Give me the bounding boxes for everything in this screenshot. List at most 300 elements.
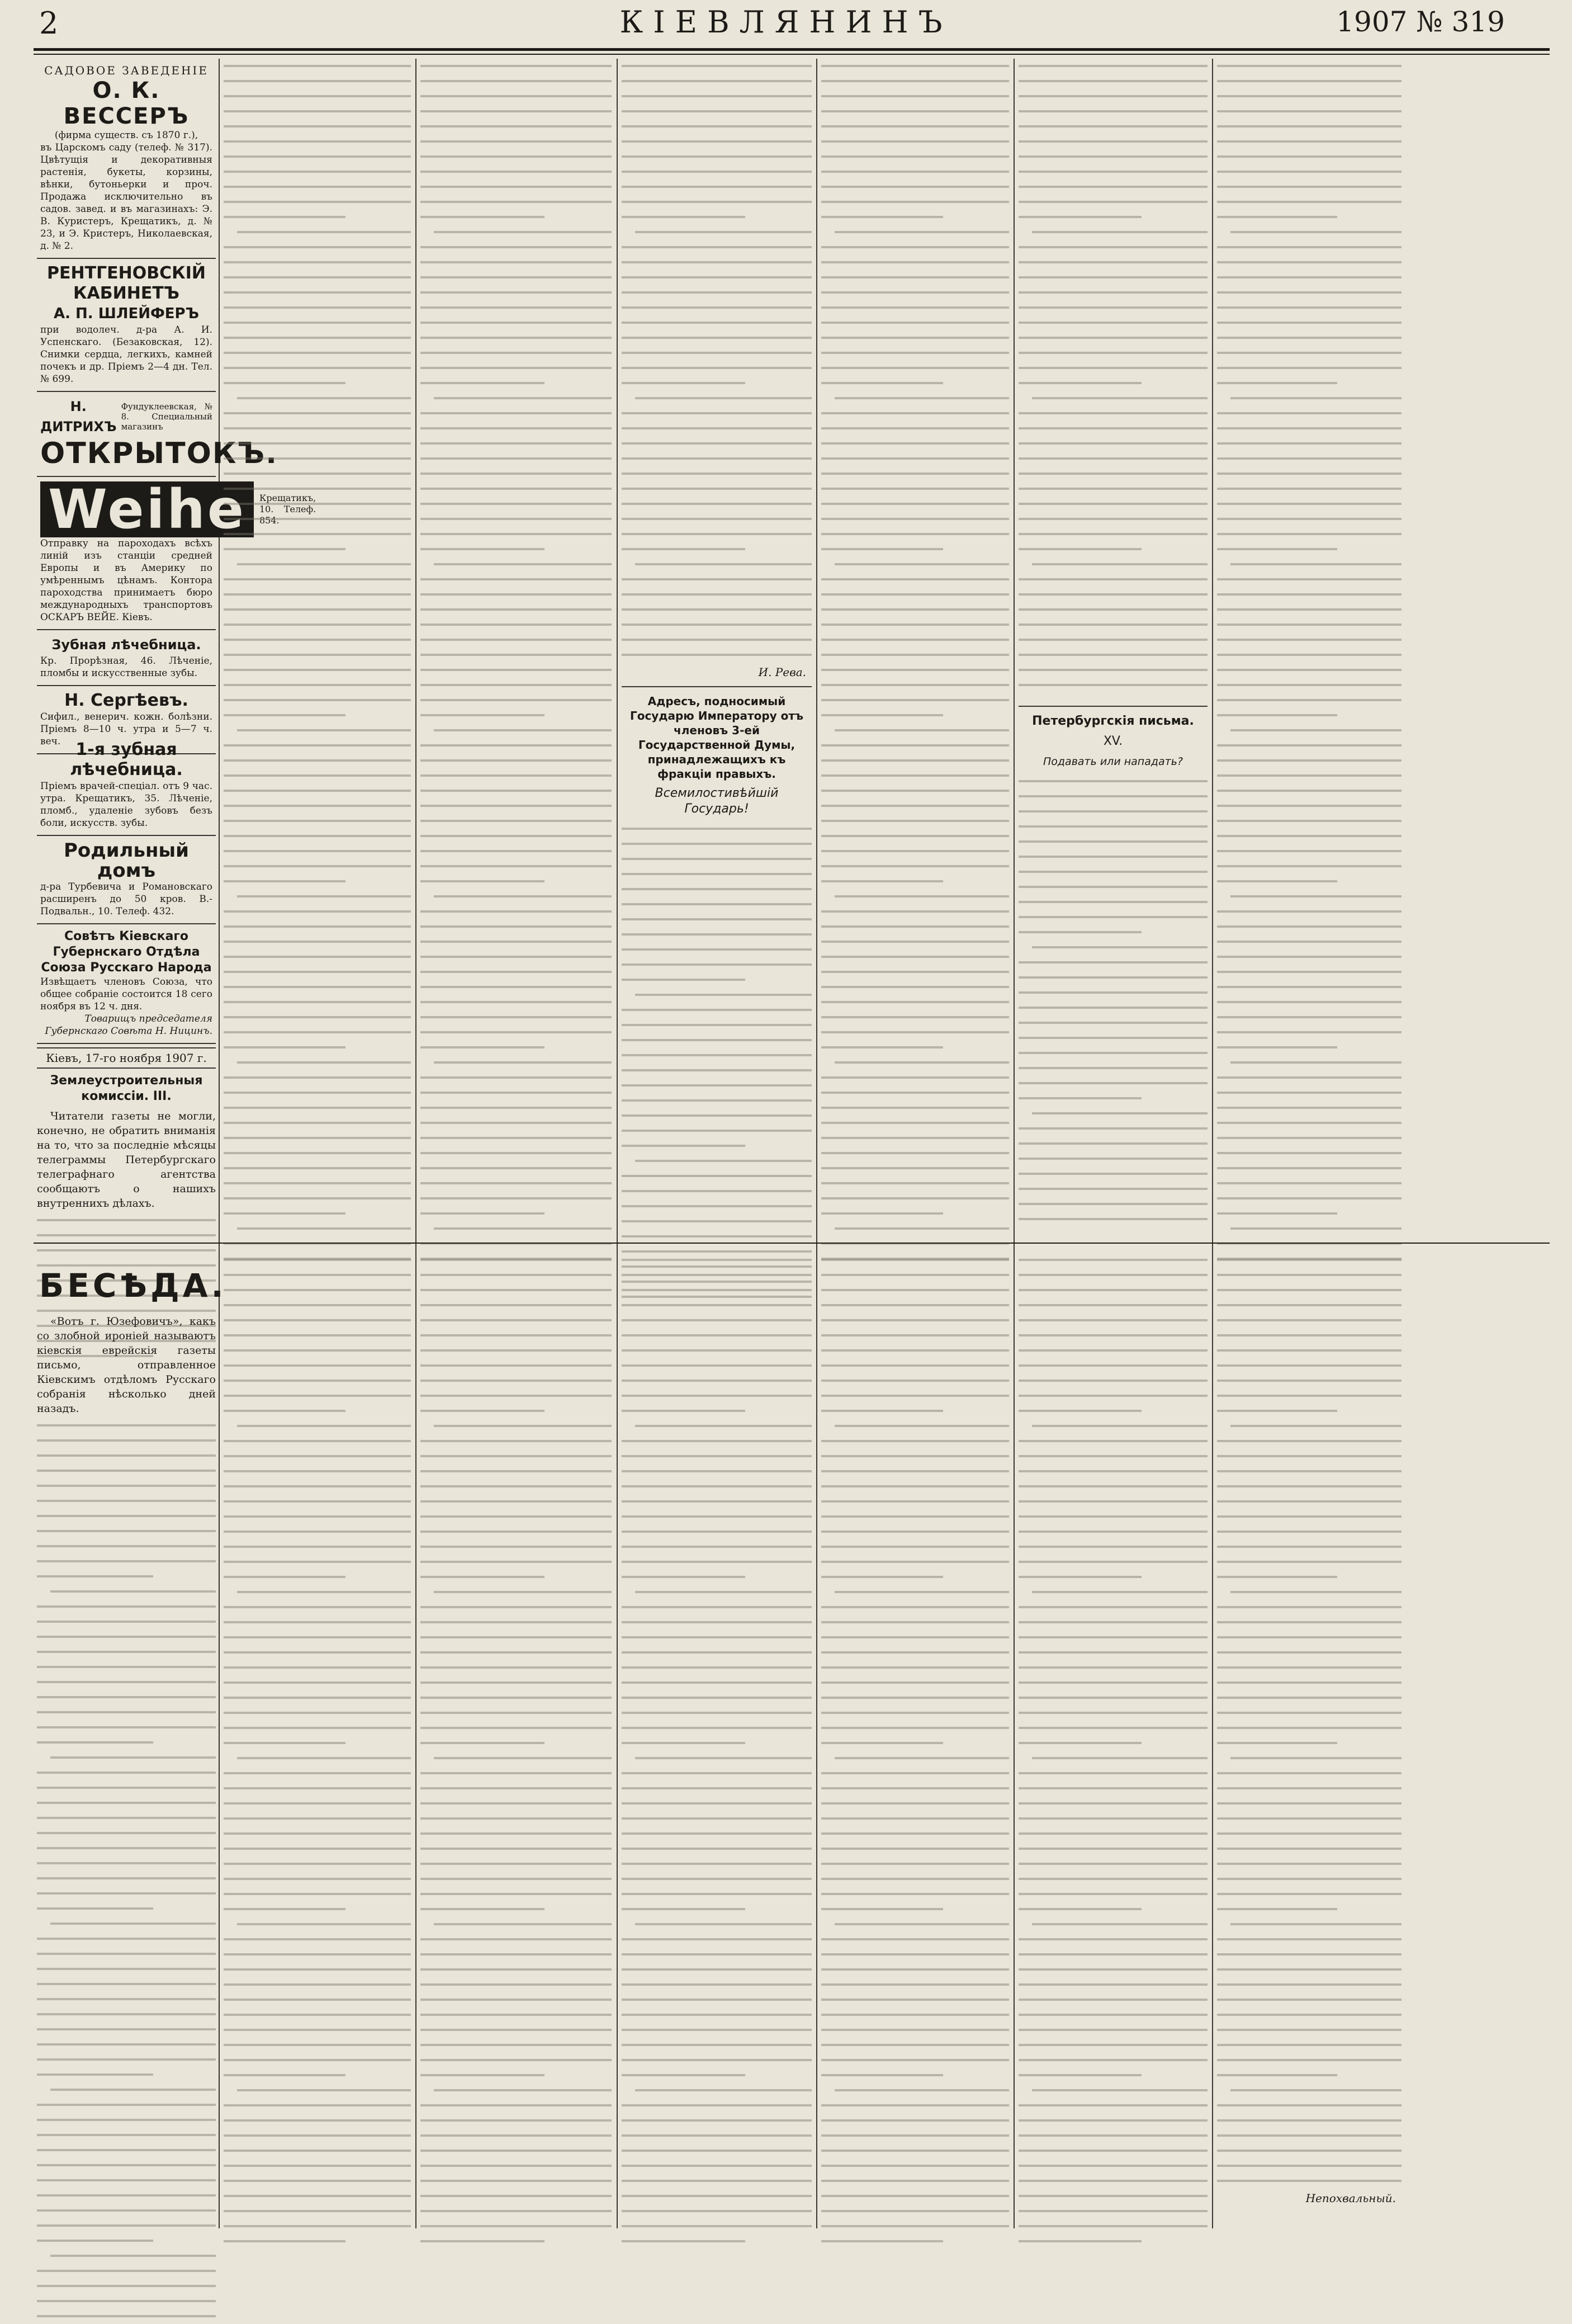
text-line [1217,1161,1401,1176]
text-line [821,1343,1009,1358]
text-line [622,1555,812,1570]
text-line [224,1373,411,1388]
text-line [1217,1826,1401,1841]
text-line [420,1221,612,1236]
text-line [821,1373,1009,1388]
text-line [622,1524,812,1539]
text-line [1217,723,1401,738]
text-line [622,557,812,572]
text-line [1019,1751,1208,1766]
text-line [420,874,612,889]
text-line [821,1268,1009,1283]
text-line [224,1690,411,1706]
beseda-column-6 [1019,1253,1208,2220]
text-line [1217,210,1401,225]
beseda-column-2 [224,1253,411,2220]
text-line [821,497,1009,512]
text-line [224,874,411,889]
ad-text: Кр. Прорѣзная, 46. Лѣченіе, пломбы и искусственные зубы. [40,655,212,679]
text-line [1217,1116,1401,1131]
text-line [821,1191,1009,1206]
text-line [224,1555,411,1570]
text-line [1217,768,1401,783]
text-line [1019,1494,1208,1509]
text-line [622,270,812,285]
text-line [1217,1585,1401,1600]
text-line [622,2038,812,2053]
text-line [821,1539,1009,1555]
text-line [420,753,612,768]
text-line [1019,1212,1208,1227]
text-line [622,1313,812,1328]
text-line [1217,436,1401,451]
address-title: Адресъ, подносимый Государю Императору отъ членовъ 3-ей Государственной Думы, принадлежащихъ къ фракціи правыхъ. [629,695,804,781]
text-line [224,1085,411,1100]
text-line [622,1298,812,1313]
ad-title: Зубная лѣчебница. [51,637,201,653]
text-line [821,678,1009,693]
text-line [1217,1690,1401,1706]
text-line [1217,919,1401,934]
text-line [224,1343,411,1358]
text-line [1217,1343,1401,1358]
text-line [1217,421,1401,436]
text-line [821,2083,1009,2098]
text-line [224,1902,411,1917]
text-line [224,965,411,980]
text-line [224,255,411,270]
text-line [224,104,411,119]
text-line [1019,678,1208,693]
text-line [420,2143,612,2158]
text-line [622,1078,812,1093]
text-line [420,663,612,678]
text-line [622,1184,812,1199]
text-line [622,1154,812,1169]
text-line [224,1509,411,1524]
text-line [1019,2234,1208,2249]
text-line [37,2037,216,2052]
text-line [1217,406,1401,421]
column-divider [415,59,416,2228]
text-line [821,1826,1009,1841]
ad-name: Н. Сергѣевъ. [64,691,188,710]
text-line [37,1524,216,1539]
text-line [224,1811,411,1826]
text-line [821,1116,1009,1131]
text-line [622,2098,812,2113]
text-line [420,1298,612,1313]
article-lead: Читатели газеты не могли, конечно, не обратить вниманія на то, что за последніе мѣсяцы телеграммы Петербургскаго телеграфнаго агентства сообщаютъ о нашихъ внутреннихъ дѣлахъ. [37,1110,216,1210]
column-divider [219,59,220,2228]
text-line [1217,1419,1401,1434]
text-line [1019,1796,1208,1811]
text-line [1019,1404,1208,1419]
text-line [1019,497,1208,512]
text-line [821,1841,1009,1857]
text-line [821,1358,1009,1373]
ad-text: въ Царскомъ саду (телеф. № 317). Цвѣтущія и декоративныя растенія, букеты, корзины, вѣнки, бутоньерки и проч. Продажа исключительно въ садов. завед. и въ магазинахъ: Э. В. Куристеръ, Крещатикъ, д. № 23, и Э. Кристеръ, Николаевская, д. № 2. [40,142,212,252]
text-line [1019,346,1208,361]
text-line [622,2219,812,2234]
text-line [37,1977,216,1992]
text-line [821,1947,1009,1962]
text-line [224,1040,411,1055]
text-line [821,1887,1009,1902]
text-line [821,2204,1009,2219]
text-line [420,678,612,693]
text-line [224,602,411,617]
text-line [420,1373,612,1388]
text-line [821,315,1009,330]
text-line [1019,1645,1208,1660]
text-line [1019,300,1208,315]
text-line [1217,2098,1401,2113]
text-line [37,1886,216,1901]
text-line [1019,1328,1208,1343]
article-text [1217,59,1401,1267]
text-line [224,1161,411,1176]
ad-maternity [37,836,216,924]
text-line [420,74,612,89]
text-line [224,814,411,829]
text-line [224,1736,411,1751]
text-line [821,572,1009,587]
text-line [1019,466,1208,481]
text-line [821,1176,1009,1191]
text-line [821,889,1009,904]
text-line [821,648,1009,663]
text-line [1217,1268,1401,1283]
text-line [821,1494,1009,1509]
text-line [420,421,612,436]
text-line [1019,225,1208,240]
text-line [1019,849,1208,865]
text-line [622,1781,812,1796]
text-line [1217,1630,1401,1645]
text-line [622,1358,812,1373]
text-line [622,1690,812,1706]
text-line [224,59,411,74]
text-line [1019,1509,1208,1524]
text-line [224,934,411,950]
text-line [622,1811,812,1826]
text-line [1217,1977,1401,1992]
text-line [622,1169,812,1184]
text-line [224,285,411,300]
article-column-4 [622,59,812,679]
text-line [224,1977,411,1992]
text-line [1019,1630,1208,1645]
text-line [1019,1841,1208,1857]
text-line [1019,2053,1208,2068]
text-line [37,1690,216,1705]
text-line [821,814,1009,829]
text-line [224,451,411,466]
text-line [224,980,411,995]
text-line [1019,804,1208,819]
text-line [1217,1796,1401,1811]
article-text [622,821,812,1305]
text-line [1217,361,1401,376]
ads-column-lower [37,735,216,1210]
text-line [1019,134,1208,149]
text-line [1217,195,1401,210]
text-line [622,1826,812,1841]
text-line [622,617,812,632]
text-line [1019,2098,1208,2113]
text-line [224,134,411,149]
text-line [37,1509,216,1524]
text-line [1019,970,1208,985]
text-line [224,330,411,346]
text-line [622,225,812,240]
text-line [1019,1962,1208,1977]
text-line [420,814,612,829]
text-line [1217,2143,1401,2158]
text-line [821,859,1009,874]
text-line [821,330,1009,346]
text-line [821,1660,1009,1675]
text-line [224,240,411,255]
text-line [1019,1388,1208,1404]
column-divider [816,59,817,2228]
text-line [622,255,812,270]
text-line [622,376,812,391]
text-line [420,285,612,300]
text-line [821,119,1009,134]
text-line [1019,1419,1208,1434]
text-line [224,753,411,768]
text-line [224,1675,411,1690]
beseda-column-3 [420,1253,612,2220]
text-line [37,2113,216,2128]
text-line [1217,889,1401,904]
ad-sign: Товарищъ председателя Губернскаго Совѣта Н. Ницинъ. [45,1013,212,1037]
text-line [622,1229,812,1244]
text-line [224,1176,411,1191]
text-line [1217,1176,1401,1191]
text-line [420,799,612,814]
text-line [1019,1061,1208,1076]
text-line [420,1070,612,1085]
text-line [1019,1706,1208,1721]
text-line [224,225,411,240]
ad-founded: (фирма существ. съ 1870 г.), [54,130,198,141]
text-line [1217,2053,1401,2068]
text-line [622,1736,812,1751]
issue-number: 1907 № 319 [1336,6,1505,38]
text-line [622,632,812,648]
text-line [224,1313,411,1328]
text-line [622,821,812,837]
article-column-2 [224,59,411,1233]
text-line [420,1992,612,2007]
text-line [1019,985,1208,1000]
text-line [420,1570,612,1585]
ad-dental1 [37,735,216,836]
text-line [224,542,411,557]
text-line [1019,2174,1208,2189]
text-line [821,2174,1009,2189]
text-line [622,180,812,195]
text-line [420,1434,612,1449]
text-line [821,2053,1009,2068]
text-line [622,1479,812,1494]
text-line [821,1857,1009,1872]
text-line [622,421,812,436]
text-line [224,1660,411,1675]
text-line [1019,602,1208,617]
article-text [37,1418,216,2324]
text-line [821,1146,1009,1161]
ad-text: Отправку на пароходахъ всѣхъ линій изъ станціи средней Европы и въ Америку по умѣреннымъ цѣнамъ. Контора пароходства принимаетъ бюро международныхъ транспортовъ ОСКАРЪ ВЕЙЕ. Кіевъ. [40,538,212,623]
text-line [37,1931,216,1947]
text-line [1019,1872,1208,1887]
text-line [622,1404,812,1419]
text-line [224,74,411,89]
text-line [224,1025,411,1040]
text-line [821,59,1009,74]
text-line [622,2113,812,2128]
text-line [224,1221,411,1236]
text-line [224,1283,411,1298]
text-line [821,195,1009,210]
text-line [1019,1479,1208,1494]
text-line [224,421,411,436]
text-line [1019,1015,1208,1031]
text-line [622,1585,812,1600]
text-line [821,527,1009,542]
text-line [420,2234,612,2249]
text-line [821,1962,1009,1977]
text-line [224,2219,411,2234]
text-line [224,799,411,814]
text-line [1217,1358,1401,1373]
weihe-logo: Weihe [40,481,254,537]
text-line [622,195,812,210]
text-line [420,1751,612,1766]
beseda-column-7 [1217,1253,1401,2220]
text-line [1019,1343,1208,1358]
text-line [1019,2083,1208,2098]
text-line [1217,1872,1401,1887]
text-line [224,648,411,663]
text-line [420,617,612,632]
text-line [821,1932,1009,1947]
text-line [37,1448,216,1463]
text-line [224,995,411,1010]
text-line [1217,1221,1401,1236]
text-line [1019,572,1208,587]
ad-ditrikh [37,392,278,477]
text-line [821,300,1009,315]
text-line [1019,1660,1208,1675]
text-line [37,2067,216,2082]
text-line [420,829,612,844]
text-line [1217,481,1401,497]
text-line [37,1901,216,1916]
text-line [622,957,812,972]
text-line [1217,1524,1401,1539]
text-line [622,134,812,149]
text-line [1217,1236,1401,1251]
text-line [622,1033,812,1048]
text-line [1019,376,1208,391]
text-line [821,1917,1009,1932]
ad-title: Совѣтъ Кіевскаго Губернскаго Отдѣла Союза Русскаго Народа [41,929,212,975]
text-line [1019,1932,1208,1947]
text-line [420,512,612,527]
text-line [420,376,612,391]
text-line [420,497,612,512]
text-line [420,1313,612,1328]
text-line [1019,1000,1208,1015]
text-line [821,1736,1009,1751]
text-line [622,927,812,942]
text-line [622,89,812,104]
text-line [622,852,812,867]
text-line [821,270,1009,285]
text-line [37,2233,216,2249]
text-line [1217,2007,1401,2023]
text-line [420,2068,612,2083]
text-line [37,1675,216,1690]
beseda-title: БЕСѢДА. [39,1267,227,1305]
text-line [1019,834,1208,849]
text-line [821,708,1009,723]
text-line [1019,617,1208,632]
text-line [224,1751,411,1766]
text-line [420,330,612,346]
text-line [622,1048,812,1063]
text-line [821,1434,1009,1449]
text-line [821,361,1009,376]
text-line [420,693,612,708]
text-line [1019,406,1208,421]
text-line [821,1706,1009,1721]
text-line [622,1932,812,1947]
text-line [420,1932,612,1947]
text-line [224,1479,411,1494]
text-line [1217,376,1401,391]
text-line [821,2128,1009,2143]
text-line [37,1539,216,1554]
text-line [622,572,812,587]
text-line [622,1283,812,1298]
text-line [224,1010,411,1025]
text-line [1217,285,1401,300]
text-line [1217,512,1401,527]
text-line [224,1917,411,1932]
text-line [224,1962,411,1977]
text-line [622,74,812,89]
masthead: КІЕВЛЯНИНЪ [619,4,953,40]
text-line [37,1569,216,1584]
text-line [821,1055,1009,1070]
text-line [420,1464,612,1479]
text-line [821,240,1009,255]
text-line [420,2113,612,2128]
text-line [420,1539,612,1555]
text-line [1217,1025,1401,1040]
text-line [622,972,812,988]
text-line [1217,270,1401,285]
text-line [622,1464,812,1479]
text-line [1019,1675,1208,1690]
text-line [821,1781,1009,1796]
text-line [1019,164,1208,180]
